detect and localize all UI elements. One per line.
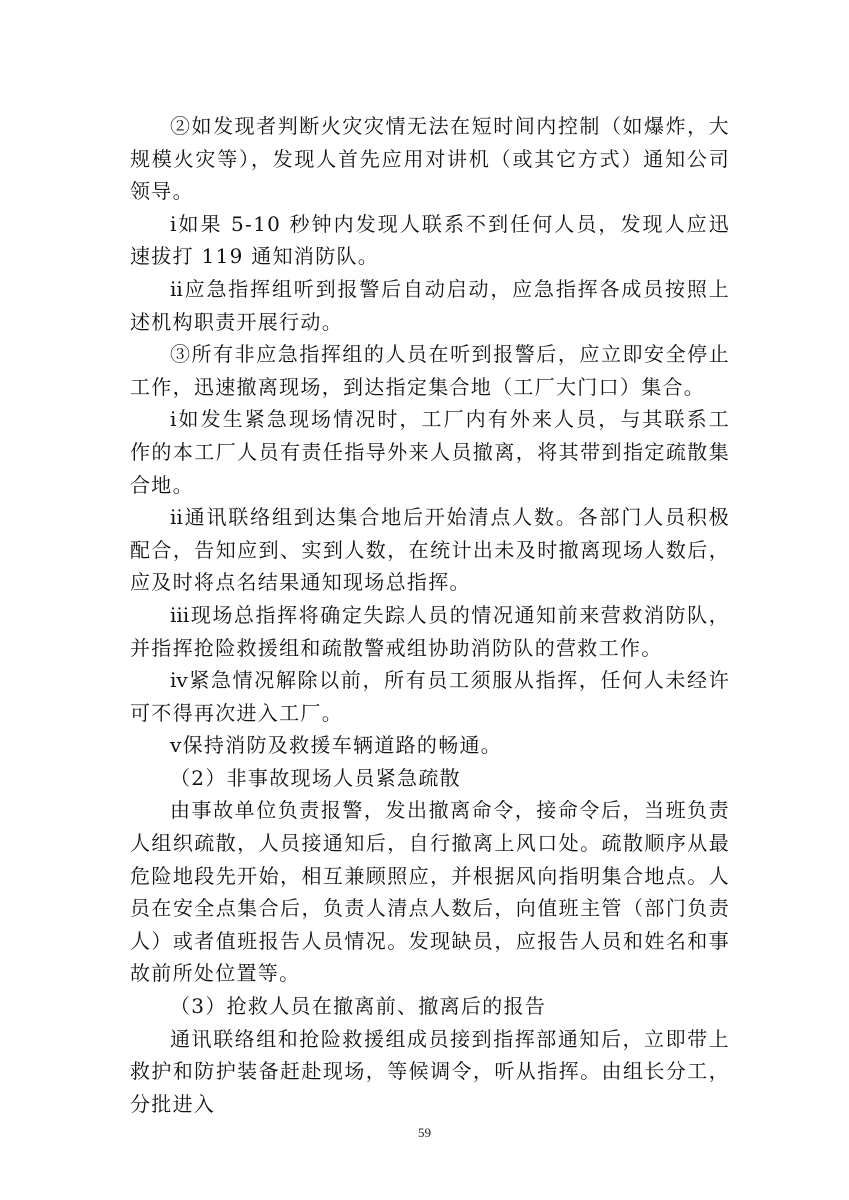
paragraph-evacuate-non-command: ③所有非应急指挥组的人员在听到报警后，应立即安全停止工作，迅速撤离现场，到达指定集合地（工厂大门口）集合。 bbox=[130, 342, 730, 399]
paragraph-evacuation-procedure: 由事故单位负责报警，发出撤离命令，接命令后，当班负责人组织疏散，人员接通知后，自行撤离上风口处。疏散顺序从最危险地段先开始，相互兼顾照应，并根据风向指明集合地点。人员在安全点集合后，负责人清点人数后，向值班主管（部门负责人）或者值班报告人员情况。发现缺员，应报告人员和姓名和事故前所处位置等。 bbox=[130, 798, 730, 986]
paragraph-keep-roads-clear: ⅴ保持消防及救援车辆道路的畅通。 bbox=[170, 733, 503, 758]
paragraph-no-reentry: ⅳ紧急情况解除以前，所有员工须服从指挥，任何人未经许可不得再次进入工厂。 bbox=[130, 668, 730, 725]
paragraph-guide-visitors: ⅰ如发生紧急现场情况时，工厂内有外来人员，与其联系工作的本工厂人员有责任指导外来人员撤离，将其带到指定疏散集合地。 bbox=[130, 407, 730, 497]
paragraph-fire-uncontrollable: ②如发现者判断火灾灾情无法在短时间内控制（如爆炸，大规模火灾等），发现人首先应用对讲机（或其它方式）通知公司领导。 bbox=[130, 114, 730, 204]
page-body bbox=[130, 110, 730, 1120]
paragraph-headcount: ⅱ通讯联络组到达集合地后开始清点人数。各部门人员积极配合，告知应到、实到人数，在统计出未及时撤离现场人数后，应及时将点名结果通知现场总指挥。 bbox=[130, 505, 730, 595]
paragraph-rescue-teams: 通讯联络组和抢险救援组成员接到指挥部通知后，立即带上救护和防护装备赶赴现场，等候调令，听从指挥。由组长分工，分批进入 bbox=[130, 1026, 730, 1116]
paragraph-missing-persons: ⅲ现场总指挥将确定失踪人员的情况通知前来营救消防队，并指挥抢险救援组和疏散警戒组协助消防队的营救工作。 bbox=[130, 602, 730, 660]
section-heading-rescuer-reporting: （3）抢救人员在撤离前、撤离后的报告 bbox=[170, 994, 547, 1019]
paragraph-command-group-start: ⅱ应急指挥组听到报警后自动启动，应急指挥各成员按照上述机构职责开展行动。 bbox=[130, 276, 730, 334]
section-heading-non-accident-evacuation: （2）非事故现场人员紧急疏散 bbox=[170, 765, 461, 790]
page-number: 59 bbox=[418, 1125, 431, 1140]
paragraph-call-119: ⅰ如果 5-10 秒钟内发现人联系不到任何人员，发现人应迅速拔打 119 通知消防队。 bbox=[130, 211, 730, 269]
